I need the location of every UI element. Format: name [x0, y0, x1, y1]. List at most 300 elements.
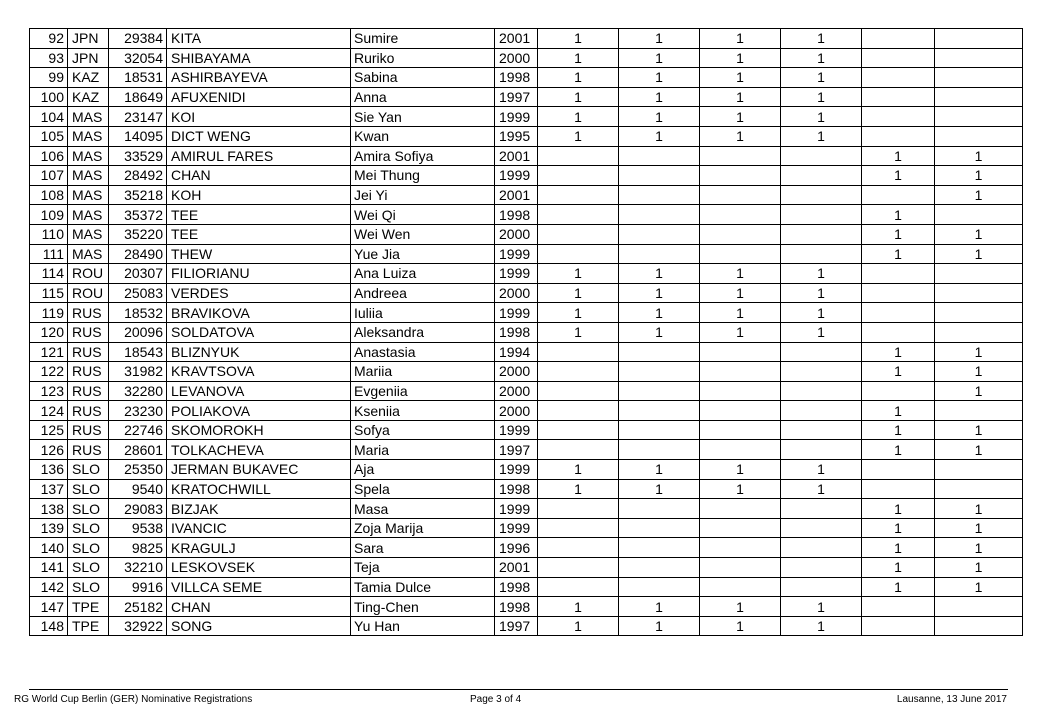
birth-year-cell: 2001	[495, 558, 538, 578]
entry-2-cell	[619, 362, 700, 382]
entry-5-cell	[862, 185, 935, 205]
surname-cell: THEW	[167, 244, 351, 264]
entry-4-cell	[781, 185, 862, 205]
entry-4-cell: 1	[781, 107, 862, 127]
entry-6-cell: 1	[935, 244, 1023, 264]
first-name-cell: Teja	[351, 558, 495, 578]
entry-2-cell	[619, 440, 700, 460]
registration-number-cell: 125	[30, 420, 68, 440]
birth-year-cell: 2000	[495, 381, 538, 401]
entry-2-cell: 1	[619, 597, 700, 617]
entry-4-cell	[781, 518, 862, 538]
registration-number-cell: 119	[30, 303, 68, 323]
entry-5-cell: 1	[862, 518, 935, 538]
gymnast-id-cell: 25083	[109, 283, 167, 303]
entry-3-cell	[700, 420, 781, 440]
table-row	[30, 185, 1023, 205]
first-name-cell: Amira Sofiya	[351, 146, 495, 166]
registration-number-cell: 108	[30, 185, 68, 205]
entry-2-cell	[619, 166, 700, 186]
registrations-table	[29, 28, 1023, 636]
birth-year-cell: 1998	[495, 205, 538, 225]
surname-cell: POLIAKOVA	[167, 401, 351, 421]
surname-cell: DICT WENG	[167, 126, 351, 146]
entry-5-cell	[862, 322, 935, 342]
entry-5-cell: 1	[862, 577, 935, 597]
entry-4-cell: 1	[781, 322, 862, 342]
entry-2-cell: 1	[619, 29, 700, 49]
nation-cell: RUS	[68, 420, 109, 440]
entry-1-cell: 1	[538, 107, 619, 127]
entry-6-cell: 1	[935, 166, 1023, 186]
entry-5-cell: 1	[862, 420, 935, 440]
birth-year-cell: 1995	[495, 126, 538, 146]
surname-cell: VILLCA SEME	[167, 577, 351, 597]
registration-number-cell: 99	[30, 68, 68, 88]
first-name-cell: Wei Qi	[351, 205, 495, 225]
entry-3-cell	[700, 381, 781, 401]
entry-5-cell: 1	[862, 146, 935, 166]
entry-2-cell: 1	[619, 264, 700, 284]
table-row	[30, 558, 1023, 578]
first-name-cell: Aja	[351, 460, 495, 480]
entry-2-cell: 1	[619, 460, 700, 480]
table-row	[30, 538, 1023, 558]
surname-cell: KRAGULJ	[167, 538, 351, 558]
gymnast-id-cell: 20096	[109, 322, 167, 342]
birth-year-cell: 1997	[495, 87, 538, 107]
entry-3-cell: 1	[700, 303, 781, 323]
entry-2-cell	[619, 342, 700, 362]
nation-cell: ROU	[68, 283, 109, 303]
first-name-cell: Sumire	[351, 29, 495, 49]
entry-6-cell: 1	[935, 558, 1023, 578]
entry-1-cell	[538, 420, 619, 440]
first-name-cell: Iuliia	[351, 303, 495, 323]
entry-5-cell	[862, 264, 935, 284]
entry-3-cell	[700, 185, 781, 205]
entry-6-cell: 1	[935, 381, 1023, 401]
registration-number-cell: 100	[30, 87, 68, 107]
first-name-cell: Aleksandra	[351, 322, 495, 342]
entry-5-cell	[862, 479, 935, 499]
entry-5-cell	[862, 68, 935, 88]
nation-cell: RUS	[68, 381, 109, 401]
registration-number-cell: 120	[30, 322, 68, 342]
table-row	[30, 362, 1023, 382]
birth-year-cell: 1999	[495, 303, 538, 323]
table-row	[30, 283, 1023, 303]
registration-number-cell: 126	[30, 440, 68, 460]
registration-number-cell: 139	[30, 518, 68, 538]
entry-5-cell	[862, 597, 935, 617]
entry-1-cell	[538, 401, 619, 421]
gymnast-id-cell: 9540	[109, 479, 167, 499]
gymnast-id-cell: 32054	[109, 48, 167, 68]
entry-6-cell: 1	[935, 577, 1023, 597]
entry-1-cell: 1	[538, 303, 619, 323]
surname-cell: AFUXENIDI	[167, 87, 351, 107]
gymnast-id-cell: 9916	[109, 577, 167, 597]
entry-5-cell	[862, 126, 935, 146]
surname-cell: SOLDATOVA	[167, 322, 351, 342]
entry-2-cell: 1	[619, 283, 700, 303]
entry-1-cell: 1	[538, 283, 619, 303]
entry-3-cell	[700, 518, 781, 538]
entry-3-cell	[700, 440, 781, 460]
birth-year-cell: 2001	[495, 146, 538, 166]
first-name-cell: Anastasia	[351, 342, 495, 362]
surname-cell: AMIRUL FARES	[167, 146, 351, 166]
table-row	[30, 87, 1023, 107]
entry-1-cell: 1	[538, 87, 619, 107]
first-name-cell: Evgeniia	[351, 381, 495, 401]
entry-4-cell: 1	[781, 264, 862, 284]
nation-cell: KAZ	[68, 87, 109, 107]
first-name-cell: Sabina	[351, 68, 495, 88]
entry-6-cell	[935, 48, 1023, 68]
entry-4-cell: 1	[781, 29, 862, 49]
nation-cell: MAS	[68, 146, 109, 166]
gymnast-id-cell: 32280	[109, 381, 167, 401]
entry-4-cell: 1	[781, 283, 862, 303]
gymnast-id-cell: 31982	[109, 362, 167, 382]
entry-2-cell	[619, 577, 700, 597]
first-name-cell: Mariia	[351, 362, 495, 382]
entry-6-cell	[935, 87, 1023, 107]
entry-6-cell	[935, 303, 1023, 323]
entry-1-cell	[538, 381, 619, 401]
entry-3-cell: 1	[700, 87, 781, 107]
gymnast-id-cell: 35372	[109, 205, 167, 225]
nation-cell: MAS	[68, 244, 109, 264]
entry-3-cell: 1	[700, 29, 781, 49]
birth-year-cell: 1999	[495, 244, 538, 264]
table-row	[30, 440, 1023, 460]
table-row	[30, 518, 1023, 538]
registration-number-cell: 92	[30, 29, 68, 49]
nation-cell: JPN	[68, 29, 109, 49]
entry-6-cell	[935, 29, 1023, 49]
entry-3-cell: 1	[700, 48, 781, 68]
gymnast-id-cell: 18649	[109, 87, 167, 107]
nation-cell: RUS	[68, 362, 109, 382]
entry-5-cell	[862, 48, 935, 68]
gymnast-id-cell: 22746	[109, 420, 167, 440]
entry-6-cell	[935, 283, 1023, 303]
entry-5-cell	[862, 29, 935, 49]
registrations-table-body	[30, 29, 1023, 636]
nation-cell: JPN	[68, 48, 109, 68]
entry-5-cell	[862, 87, 935, 107]
entry-5-cell: 1	[862, 538, 935, 558]
table-row	[30, 381, 1023, 401]
nation-cell: SLO	[68, 577, 109, 597]
entry-2-cell: 1	[619, 48, 700, 68]
nation-cell: MAS	[68, 107, 109, 127]
surname-cell: SKOMOROKH	[167, 420, 351, 440]
entry-6-cell	[935, 68, 1023, 88]
entry-6-cell: 1	[935, 224, 1023, 244]
nation-cell: MAS	[68, 185, 109, 205]
surname-cell: IVANCIC	[167, 518, 351, 538]
surname-cell: JERMAN BUKAVEC	[167, 460, 351, 480]
first-name-cell: Tamia Dulce	[351, 577, 495, 597]
entry-4-cell	[781, 440, 862, 460]
surname-cell: KRAVTSOVA	[167, 362, 351, 382]
birth-year-cell: 2001	[495, 29, 538, 49]
surname-cell: FILIORIANU	[167, 264, 351, 284]
entry-2-cell: 1	[619, 616, 700, 636]
entry-6-cell	[935, 126, 1023, 146]
entry-1-cell: 1	[538, 126, 619, 146]
entry-1-cell	[538, 146, 619, 166]
table-row	[30, 107, 1023, 127]
table-row	[30, 401, 1023, 421]
entry-3-cell	[700, 205, 781, 225]
nation-cell: MAS	[68, 205, 109, 225]
entry-6-cell	[935, 460, 1023, 480]
registration-number-cell: 104	[30, 107, 68, 127]
surname-cell: SHIBAYAMA	[167, 48, 351, 68]
entry-5-cell	[862, 303, 935, 323]
entry-3-cell: 1	[700, 107, 781, 127]
entry-1-cell	[538, 166, 619, 186]
gymnast-id-cell: 9538	[109, 518, 167, 538]
registration-number-cell: 123	[30, 381, 68, 401]
entry-3-cell	[700, 244, 781, 264]
entry-1-cell: 1	[538, 460, 619, 480]
entry-1-cell	[538, 362, 619, 382]
table-row	[30, 479, 1023, 499]
footer-document-title: RG World Cup Berlin (GER) Nominative Registrations	[14, 694, 253, 705]
birth-year-cell: 1998	[495, 479, 538, 499]
table-row	[30, 205, 1023, 225]
first-name-cell: Zoja Marija	[351, 518, 495, 538]
entry-2-cell: 1	[619, 107, 700, 127]
entry-3-cell	[700, 499, 781, 519]
entry-1-cell	[538, 185, 619, 205]
entry-4-cell	[781, 499, 862, 519]
entry-3-cell: 1	[700, 264, 781, 284]
entry-5-cell	[862, 283, 935, 303]
table-row	[30, 244, 1023, 264]
entry-4-cell: 1	[781, 479, 862, 499]
entry-5-cell: 1	[862, 401, 935, 421]
footer-page-number: Page 3 of 4	[470, 694, 522, 705]
nation-cell: SLO	[68, 538, 109, 558]
gymnast-id-cell: 18532	[109, 303, 167, 323]
entry-4-cell: 1	[781, 48, 862, 68]
entry-4-cell	[781, 342, 862, 362]
entry-6-cell: 1	[935, 499, 1023, 519]
gymnast-id-cell: 18543	[109, 342, 167, 362]
entry-1-cell: 1	[538, 29, 619, 49]
first-name-cell: Ruriko	[351, 48, 495, 68]
birth-year-cell: 2000	[495, 283, 538, 303]
first-name-cell: Kwan	[351, 126, 495, 146]
entry-5-cell	[862, 616, 935, 636]
entry-6-cell: 1	[935, 538, 1023, 558]
nation-cell: MAS	[68, 166, 109, 186]
table-row	[30, 460, 1023, 480]
gymnast-id-cell: 18531	[109, 68, 167, 88]
surname-cell: VERDES	[167, 283, 351, 303]
entry-2-cell	[619, 205, 700, 225]
entry-5-cell: 1	[862, 244, 935, 264]
entry-3-cell	[700, 538, 781, 558]
gymnast-id-cell: 29384	[109, 29, 167, 49]
surname-cell: BRAVIKOVA	[167, 303, 351, 323]
entry-4-cell	[781, 362, 862, 382]
entry-4-cell	[781, 146, 862, 166]
registration-number-cell: 142	[30, 577, 68, 597]
birth-year-cell: 1998	[495, 597, 538, 617]
entry-6-cell: 1	[935, 440, 1023, 460]
entry-5-cell	[862, 381, 935, 401]
first-name-cell: Sie Yan	[351, 107, 495, 127]
entry-1-cell	[538, 244, 619, 264]
nation-cell: KAZ	[68, 68, 109, 88]
surname-cell: BIZJAK	[167, 499, 351, 519]
birth-year-cell: 1994	[495, 342, 538, 362]
birth-year-cell: 1997	[495, 440, 538, 460]
registration-number-cell: 110	[30, 224, 68, 244]
entry-6-cell	[935, 616, 1023, 636]
registration-number-cell: 121	[30, 342, 68, 362]
entry-3-cell: 1	[700, 68, 781, 88]
gymnast-id-cell: 25182	[109, 597, 167, 617]
entry-4-cell: 1	[781, 68, 862, 88]
table-row	[30, 420, 1023, 440]
first-name-cell: Ana Luiza	[351, 264, 495, 284]
entry-4-cell	[781, 401, 862, 421]
footer-divider	[29, 689, 1008, 690]
entry-4-cell	[781, 244, 862, 264]
entry-3-cell	[700, 146, 781, 166]
birth-year-cell: 1998	[495, 577, 538, 597]
birth-year-cell: 1999	[495, 107, 538, 127]
entry-4-cell	[781, 558, 862, 578]
gymnast-id-cell: 20307	[109, 264, 167, 284]
table-row	[30, 224, 1023, 244]
entry-2-cell: 1	[619, 68, 700, 88]
entry-2-cell	[619, 499, 700, 519]
surname-cell: LEVANOVA	[167, 381, 351, 401]
nation-cell: RUS	[68, 322, 109, 342]
gymnast-id-cell: 23147	[109, 107, 167, 127]
registration-number-cell: 137	[30, 479, 68, 499]
first-name-cell: Mei Thung	[351, 166, 495, 186]
entry-5-cell: 1	[862, 342, 935, 362]
entry-1-cell	[538, 440, 619, 460]
entry-2-cell	[619, 558, 700, 578]
gymnast-id-cell: 32922	[109, 616, 167, 636]
entry-2-cell	[619, 224, 700, 244]
entry-1-cell	[538, 577, 619, 597]
surname-cell: LESKOVSEK	[167, 558, 351, 578]
surname-cell: TOLKACHEVA	[167, 440, 351, 460]
entry-6-cell	[935, 322, 1023, 342]
surname-cell: TEE	[167, 205, 351, 225]
entry-3-cell: 1	[700, 322, 781, 342]
entry-6-cell	[935, 107, 1023, 127]
nation-cell: ROU	[68, 264, 109, 284]
birth-year-cell: 1999	[495, 460, 538, 480]
entry-6-cell	[935, 597, 1023, 617]
entry-1-cell	[538, 224, 619, 244]
first-name-cell: Maria	[351, 440, 495, 460]
entry-6-cell: 1	[935, 362, 1023, 382]
entry-6-cell: 1	[935, 146, 1023, 166]
surname-cell: CHAN	[167, 597, 351, 617]
table-row	[30, 499, 1023, 519]
entry-4-cell	[781, 577, 862, 597]
entry-3-cell	[700, 342, 781, 362]
registration-number-cell: 115	[30, 283, 68, 303]
table-row	[30, 146, 1023, 166]
surname-cell: KOI	[167, 107, 351, 127]
table-row	[30, 166, 1023, 186]
entry-4-cell: 1	[781, 597, 862, 617]
registration-number-cell: 147	[30, 597, 68, 617]
entry-5-cell: 1	[862, 166, 935, 186]
entry-2-cell	[619, 244, 700, 264]
nation-cell: SLO	[68, 499, 109, 519]
entry-6-cell: 1	[935, 342, 1023, 362]
nation-cell: MAS	[68, 126, 109, 146]
entry-4-cell	[781, 381, 862, 401]
table-row	[30, 616, 1023, 636]
registration-number-cell: 124	[30, 401, 68, 421]
entry-4-cell: 1	[781, 303, 862, 323]
surname-cell: KOH	[167, 185, 351, 205]
entry-6-cell	[935, 401, 1023, 421]
birth-year-cell: 1998	[495, 322, 538, 342]
entry-2-cell	[619, 518, 700, 538]
table-row	[30, 342, 1023, 362]
entry-3-cell	[700, 577, 781, 597]
table-row	[30, 264, 1023, 284]
registration-number-cell: 111	[30, 244, 68, 264]
entry-1-cell: 1	[538, 322, 619, 342]
entry-3-cell: 1	[700, 283, 781, 303]
gymnast-id-cell: 35218	[109, 185, 167, 205]
entry-3-cell: 1	[700, 479, 781, 499]
first-name-cell: Anna	[351, 87, 495, 107]
entry-3-cell	[700, 401, 781, 421]
entry-3-cell	[700, 224, 781, 244]
entry-4-cell: 1	[781, 616, 862, 636]
registration-number-cell: 105	[30, 126, 68, 146]
footer-place-date: Lausanne, 13 June 2017	[896, 694, 1007, 705]
birth-year-cell: 2000	[495, 401, 538, 421]
registration-number-cell: 93	[30, 48, 68, 68]
gymnast-id-cell: 29083	[109, 499, 167, 519]
birth-year-cell: 1998	[495, 68, 538, 88]
first-name-cell: Yue Jia	[351, 244, 495, 264]
entry-1-cell	[538, 499, 619, 519]
table-row	[30, 303, 1023, 323]
surname-cell: BLIZNYUK	[167, 342, 351, 362]
table-row	[30, 577, 1023, 597]
nation-cell: TPE	[68, 616, 109, 636]
entry-1-cell: 1	[538, 479, 619, 499]
surname-cell: KRATOCHWILL	[167, 479, 351, 499]
entry-1-cell	[538, 538, 619, 558]
entry-2-cell: 1	[619, 322, 700, 342]
birth-year-cell: 1996	[495, 538, 538, 558]
